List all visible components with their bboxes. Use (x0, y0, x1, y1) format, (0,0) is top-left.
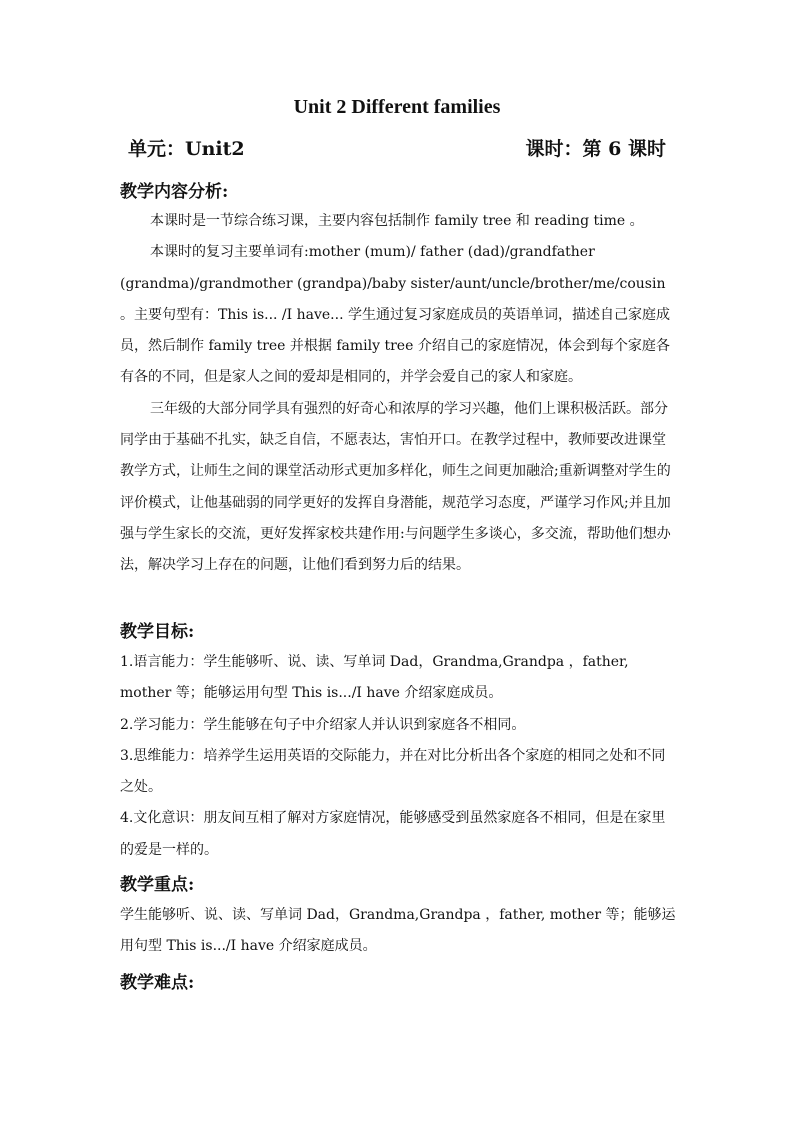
goals-heading: 教学目标: (120, 622, 195, 642)
unit-label: 单元：Unit2 (128, 138, 245, 160)
analysis-heading: 教学内容分析: (120, 182, 229, 202)
document-title: Unit 2 Different families (293, 96, 501, 118)
lesson-label: 课时：第 6 课时 (525, 138, 666, 160)
analysis-paragraph: 本课时的复习主要单词有:mother (mum)/ father (dad)/grandfather (grandma)/grandmother (grandpa)/baby sister/aunt/uncle/brother/me/cousin 。主要句型有：This is... /I have... 学生通过复习家庭成员的英语单词，描述自己家庭成员，然后制作 family tree 并根据 family tree 介绍自己的家庭情况，体会到每个家庭各有各的不同，但是家人之间的爱却是相同的，并学会爱自己的家人和家庭。 (120, 244, 670, 386)
goals-body (120, 647, 676, 866)
lesson-meta-row (128, 134, 666, 162)
goal-item: 3.思维能力：培养学生运用英语的交际能力，并在对比分析出各个家庭的相同之处和不同之处。 (120, 747, 666, 796)
analysis-paragraph: 三年级的大部分同学具有强烈的好奇心和浓厚的学习兴趣，他们上课积极活跃。部分同学由于基础不扎实，缺乏自信，不愿表达，害怕开口。在教学过程中，教师要改进课堂教学方式，让师生之间的课堂活动形式更加多样化，师生之间更加融洽;重新调整对学生的评价模式，让他基础弱的同学更好的发挥自身潜能，规范学习态度，严谨学习作风;并且加强与学生家长的交流，更好发挥家校共建作用:与问题学生多谈心，多交流，帮助他们想办法，解决学习上存在的问题，让他们看到努力后的结果。 (120, 400, 671, 574)
goal-item: 1.语言能力：学生能够听、说、读、写单词 Dad，Grandma,Grandpa ，father, mother 等；能够运用句型 This is.../I have 介绍家庭成员。 (120, 654, 629, 702)
analysis-body (120, 206, 676, 582)
key-points-heading: 教学重点: (120, 875, 195, 895)
goal-item: 2.学习能力：学生能够在句子中介绍家人并认识到家庭各不相同。 (120, 716, 526, 733)
goal-item: 4.文化意识：朋友间互相了解对方家庭情况，能够感受到虽然家庭各不相同，但是在家里的爱是一样的。 (120, 810, 666, 858)
key-points-text: 学生能够听、说、读、写单词 Dad，Grandma,Grandpa ，father, mother 等；能够运用句型 This is.../I have 介绍家庭成员。 (120, 907, 676, 955)
analysis-paragraph: 本课时是一节综合练习课，主要内容包括制作 family tree 和 reading time 。 (150, 213, 644, 229)
key-points-body (120, 900, 676, 963)
difficulties-heading: 教学难点: (120, 973, 195, 993)
